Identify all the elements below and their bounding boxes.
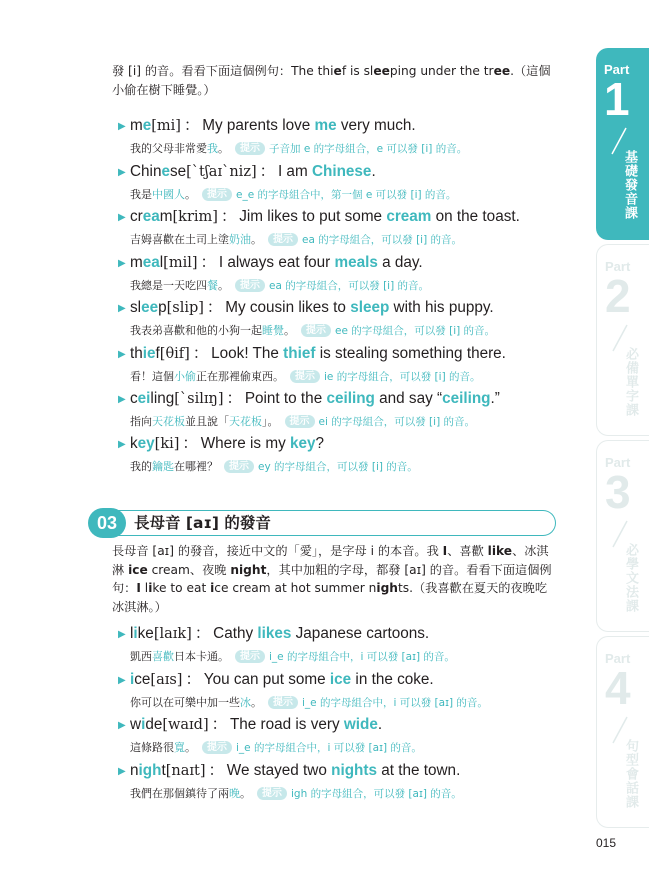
translation-line xyxy=(130,459,558,475)
vocab-entry xyxy=(118,116,558,157)
tab-part-number: 3 xyxy=(605,466,631,518)
example-highlight: likes xyxy=(257,625,292,642)
hint-badge: 提示 xyxy=(202,741,232,754)
tab-part-label: Part xyxy=(605,651,631,666)
word-part: k xyxy=(130,435,138,452)
vocab-word xyxy=(130,716,162,733)
vocab-entry xyxy=(118,253,558,294)
word-part: ce xyxy=(134,671,151,688)
hint-text: igh 的字母組合，可以發 [aɪ] 的音。 xyxy=(291,788,462,800)
translation-highlight: 我 xyxy=(207,142,218,155)
hint-text: e_e 的字母組合中，第一個 e 可以發 [i] 的音。 xyxy=(236,189,457,201)
para-text: l xyxy=(140,581,149,595)
vocab-line xyxy=(118,670,558,691)
colon-separator: ： xyxy=(226,390,242,407)
translation-text: 我們在那個鎮待了兩 xyxy=(130,787,229,800)
tab-part-number: 4 xyxy=(605,662,631,714)
para-bold: ice xyxy=(128,562,148,577)
para-text: 、冰淇淋 xyxy=(112,544,549,577)
translation-text: 。 xyxy=(185,188,196,201)
example-highlight: me xyxy=(314,117,337,134)
para-text: cream、夜晚 xyxy=(147,562,231,577)
example-sentence: My parents love xyxy=(202,117,315,134)
hint-badge: 提示 xyxy=(224,460,254,473)
translation-text: 。 xyxy=(284,324,295,337)
word-part: c xyxy=(130,390,138,407)
translation-highlight: 鑰匙 xyxy=(152,460,174,473)
phonetic-transcription: [mi] xyxy=(151,118,181,134)
example-sentence: Jim likes to put some xyxy=(239,208,387,225)
example-sentence: The road is very xyxy=(229,716,344,733)
example-sentence: We stayed two xyxy=(226,762,332,779)
tab-part-title: 基礎發音課 xyxy=(622,150,637,220)
word-part: se xyxy=(169,163,187,180)
example-highlight: nights xyxy=(331,762,377,779)
example-sentence: with his puppy. xyxy=(389,299,494,316)
vocab-entry xyxy=(118,434,558,475)
example-sentence: My cousin likes to xyxy=(225,299,351,316)
tab-part-number: 2 xyxy=(605,270,631,322)
phonetic-transcription: [slip] xyxy=(166,300,204,316)
colon-separator: ： xyxy=(194,625,211,642)
tab-part-label: Part xyxy=(605,455,631,470)
para-bold: igh xyxy=(376,581,398,595)
translation-highlight: 天花板 xyxy=(152,415,185,428)
translation-text: 指向 xyxy=(130,415,152,428)
phonetic-transcription: [krim] xyxy=(172,209,218,225)
para-text: ke to eat xyxy=(152,581,211,595)
example-highlight: ice xyxy=(329,671,352,688)
phonetic-transcription: [aɪs] xyxy=(150,672,183,688)
vocab-word xyxy=(130,254,163,271)
colon-separator: ： xyxy=(192,345,209,362)
word-part: f xyxy=(155,345,160,362)
example-sentence: I am xyxy=(277,163,312,180)
translation-line xyxy=(130,187,558,203)
translation-text: 我總是一天吃四 xyxy=(130,279,207,292)
word-part: m xyxy=(130,117,143,134)
translation-line xyxy=(130,323,558,339)
translation-text: 我是 xyxy=(130,188,152,201)
intro-text: 發 [i] 的音。看看下面這個例句： xyxy=(112,64,292,78)
translation-text: 。 xyxy=(218,279,229,292)
para-text: ce cream at hot summer n xyxy=(214,581,377,595)
para-bold: night xyxy=(230,562,267,577)
example-sentence: Point to the xyxy=(244,390,327,407)
word-highlight: ei xyxy=(137,390,151,407)
word-part: m xyxy=(159,208,173,225)
hint-badge: 提示 xyxy=(268,696,298,709)
translation-text: 。 xyxy=(185,741,196,754)
vocab-line xyxy=(118,162,558,183)
word-highlight: igh xyxy=(138,762,162,779)
intro-example: . xyxy=(510,64,514,78)
phonetic-transcription: [laɪk] xyxy=(153,626,192,642)
tab-part-4[interactable] xyxy=(596,636,649,828)
vocab-entry xyxy=(118,624,558,665)
word-part: ling xyxy=(150,390,175,407)
triangle-bullet-icon: ▶ xyxy=(118,121,126,132)
example-highlight: key xyxy=(289,435,316,452)
word-part: m xyxy=(130,254,143,271)
triangle-bullet-icon: ▶ xyxy=(118,629,126,640)
example-sentence: . xyxy=(371,163,376,180)
triangle-bullet-icon: ▶ xyxy=(118,675,126,686)
vocab-entry xyxy=(118,670,558,711)
example-sentence: You can put some xyxy=(203,671,330,688)
example-sentence: Where is my xyxy=(200,435,290,452)
vocab-line xyxy=(118,624,558,645)
word-highlight: ee xyxy=(141,299,159,316)
triangle-bullet-icon: ▶ xyxy=(118,258,126,269)
vocab-line xyxy=(118,253,558,274)
word-highlight: i xyxy=(141,716,146,733)
translation-highlight: 喜歡 xyxy=(152,650,174,663)
translation-text: 日本卡通。 xyxy=(174,650,229,663)
vocab-line xyxy=(118,434,558,455)
colon-separator: ： xyxy=(182,435,198,452)
word-highlight: ea xyxy=(142,208,160,225)
translation-text: 」。 xyxy=(262,415,279,428)
translation-line xyxy=(130,278,558,294)
hint-text: i_e 的字母組合中，i 可以發 [aɪ] 的音。 xyxy=(302,697,488,709)
example-sentence: and say “ xyxy=(374,390,443,407)
tab-part-number: 1 xyxy=(604,73,630,125)
translation-text: 。 xyxy=(218,142,229,155)
colon-separator: ： xyxy=(200,254,216,271)
hint-text: ey 的字母組合，可以發 [i] 的音。 xyxy=(258,461,418,473)
para-bold: like xyxy=(487,544,513,558)
intro-example-bold: ee xyxy=(373,64,390,78)
colon-separator: ： xyxy=(183,117,200,134)
triangle-bullet-icon: ▶ xyxy=(118,766,126,777)
vocab-entry xyxy=(118,207,558,248)
section-number: 03 xyxy=(88,508,126,538)
vocab-word xyxy=(130,625,154,642)
hint-text: ee 的字母組合，可以發 [i] 的音。 xyxy=(335,325,496,337)
para-bold: i xyxy=(210,581,215,595)
vocab-word xyxy=(130,299,167,316)
vocab-entry xyxy=(118,761,558,802)
hint-text: i_e 的字母組合中，i 可以發 [aɪ] 的音。 xyxy=(269,651,455,663)
example-sentence: ? xyxy=(315,435,325,452)
hint-badge: 提示 xyxy=(268,233,298,246)
hint-badge: 提示 xyxy=(235,650,265,663)
hint-badge: 提示 xyxy=(235,142,265,155)
colon-separator: ： xyxy=(259,163,275,180)
vocab-word xyxy=(130,163,186,180)
word-part: p xyxy=(158,299,167,316)
example-highlight: sleep xyxy=(350,299,390,316)
translation-line xyxy=(130,786,558,802)
translation-text: 。 xyxy=(251,696,262,709)
vocab-word xyxy=(130,208,173,225)
vocab-word xyxy=(130,671,150,688)
hint-badge: 提示 xyxy=(301,324,331,337)
vocab-word xyxy=(130,117,151,134)
word-highlight: ey xyxy=(137,435,155,452)
word-part: ke xyxy=(137,625,154,642)
word-highlight: e xyxy=(142,117,152,134)
word-highlight: ie xyxy=(142,345,156,362)
translation-text: 。 xyxy=(240,787,251,800)
translation-line xyxy=(130,141,558,157)
vocab-entry xyxy=(118,344,558,385)
translation-highlight: 中國人 xyxy=(152,188,185,201)
tab-part-label: Part xyxy=(604,62,630,77)
vocab-line xyxy=(118,298,558,319)
word-part: de xyxy=(145,716,163,733)
word-highlight: i xyxy=(130,671,135,688)
translation-text: 。 xyxy=(251,233,262,246)
phonetic-transcription: [θif] xyxy=(159,346,190,362)
tab-part-title: 必學文法課 xyxy=(623,543,638,613)
word-part: Chin xyxy=(130,163,162,180)
para-bold: I xyxy=(442,544,448,558)
example-highlight: thief xyxy=(283,345,316,362)
hint-text: 子音加 e 的字母組合，e 可以發 [i] 的音。 xyxy=(269,143,468,155)
phonetic-transcription: [naɪt] xyxy=(165,763,206,779)
section-header xyxy=(88,508,556,538)
hint-badge: 提示 xyxy=(202,188,232,201)
triangle-bullet-icon: ▶ xyxy=(118,303,126,314)
intro-example: The thi xyxy=(291,64,334,78)
section-paragraph xyxy=(112,542,552,616)
para-text: 、喜歡 xyxy=(447,544,488,558)
para-bold: I xyxy=(136,581,141,595)
translation-text: 吉姆喜歡在土司上塗 xyxy=(130,233,229,246)
vocab-entry xyxy=(118,715,558,756)
para-text: 長母音 [aɪ] 的發音，接近中文的「愛」，是字母 i 的本音。我 xyxy=(112,544,443,558)
word-part: cr xyxy=(130,208,143,225)
intro-example-bold: ee xyxy=(493,64,511,78)
translation-text: 我的父母非常愛 xyxy=(130,142,207,155)
vocab-word xyxy=(130,435,155,452)
example-sentence: is stealing something there. xyxy=(315,345,506,362)
vocab-entry xyxy=(118,162,558,203)
hint-text: ie 的字母組合，可以發 [i] 的音。 xyxy=(324,371,481,383)
phonetic-transcription: [ˋtʃaɪˋniz] xyxy=(186,164,257,180)
translation-highlight: 奶油 xyxy=(229,233,251,246)
word-highlight: ea xyxy=(142,254,160,271)
intro-example-bold: e xyxy=(333,64,342,78)
translation-line xyxy=(130,414,558,430)
vocab-word xyxy=(130,390,174,407)
tab-part-label: Part xyxy=(605,259,631,274)
colon-separator: ： xyxy=(220,208,237,225)
translation-highlight: 睡覺 xyxy=(262,324,284,337)
para-bold: i xyxy=(148,581,153,595)
example-sentence: I always eat four xyxy=(218,254,335,271)
translation-highlight: 天花板 xyxy=(229,415,262,428)
translation-text: 正在那裡偷東西。 xyxy=(196,370,284,383)
phonetic-transcription: [mil] xyxy=(163,255,198,271)
translation-highlight: 小偷 xyxy=(174,370,196,383)
hint-text: ea 的字母組合，可以發 [i] 的音。 xyxy=(302,234,463,246)
triangle-bullet-icon: ▶ xyxy=(118,349,126,360)
translation-highlight: 餐 xyxy=(207,279,218,292)
tab-part-1[interactable] xyxy=(596,48,649,240)
word-part: th xyxy=(130,345,143,362)
colon-separator: ： xyxy=(211,716,227,733)
page-number: 015 xyxy=(596,836,617,850)
intro-example: f is sl xyxy=(341,64,374,78)
translation-text: 我表弟喜歡和他的小狗一起 xyxy=(130,324,262,337)
translation-line xyxy=(130,232,558,248)
vocab-entry xyxy=(118,389,558,430)
phonetic-transcription: [ˋsilɪŋ] xyxy=(174,391,224,407)
tab-part-3[interactable] xyxy=(596,440,649,632)
hint-text: i_e 的字母組合中，i 可以發 [aɪ] 的音。 xyxy=(236,742,422,754)
tab-part-2[interactable] xyxy=(596,244,649,436)
hint-badge: 提示 xyxy=(285,415,315,428)
para-text: ts.（我喜歡在夏天的夜晚吃冰淇淋。） xyxy=(112,581,548,614)
translation-line xyxy=(130,369,558,385)
triangle-bullet-icon: ▶ xyxy=(118,394,126,405)
example-sentence: Japanese cartoons. xyxy=(291,625,430,642)
word-part: l xyxy=(159,254,164,271)
section-title: 長母音 [aɪ] 的發音 xyxy=(134,514,271,532)
translation-line xyxy=(130,740,558,756)
hint-text: ea 的字母組合，可以發 [i] 的音。 xyxy=(269,280,430,292)
vocab-line xyxy=(118,389,558,410)
vocab-word xyxy=(130,345,160,362)
example-sentence: on the toast. xyxy=(431,208,520,225)
example-sentence: Look! The xyxy=(211,345,284,362)
translation-text: 我的 xyxy=(130,460,152,473)
hint-badge: 提示 xyxy=(290,370,320,383)
word-part: n xyxy=(130,762,139,779)
translation-line xyxy=(130,695,558,711)
tab-part-title: 句型會話課 xyxy=(623,739,638,809)
tab-part-title: 必備單字課 xyxy=(623,347,638,417)
phonetic-transcription: [waɪd] xyxy=(162,717,209,733)
colon-separator: ： xyxy=(185,671,201,688)
word-part: t xyxy=(161,762,166,779)
vocab-line xyxy=(118,715,558,736)
example-highlight: meals xyxy=(334,254,378,271)
word-part: l xyxy=(130,625,134,642)
triangle-bullet-icon: ▶ xyxy=(118,212,126,223)
vocab-line xyxy=(118,207,558,228)
word-part: w xyxy=(130,716,142,733)
example-sentence: a day. xyxy=(377,254,423,271)
phonetic-transcription: [ki] xyxy=(154,436,180,452)
translation-text: 看！這個 xyxy=(130,370,174,383)
translation-text: 你可以在可樂中加一些 xyxy=(130,696,240,709)
example-sentence: at the town. xyxy=(376,762,461,779)
translation-highlight: 冰 xyxy=(240,696,251,709)
translation-text: 凱西 xyxy=(130,650,152,663)
example-sentence: very much. xyxy=(336,117,416,134)
triangle-bullet-icon: ▶ xyxy=(118,439,126,450)
example-highlight: ceiling xyxy=(442,390,491,407)
translation-text: 並且說「 xyxy=(185,415,229,428)
colon-separator: ： xyxy=(208,762,224,779)
example-highlight: ceiling xyxy=(326,390,375,407)
hint-badge: 提示 xyxy=(235,279,265,292)
example-sentence: . xyxy=(377,716,383,733)
colon-separator: ： xyxy=(206,299,223,316)
vocab-word xyxy=(130,762,166,779)
vocab-line xyxy=(118,761,558,782)
example-sentence: .” xyxy=(490,390,500,407)
vocab-entry xyxy=(118,298,558,339)
vocab-line xyxy=(118,116,558,137)
example-highlight: cream xyxy=(386,208,432,225)
hint-badge: 提示 xyxy=(257,787,287,800)
word-highlight: i xyxy=(133,625,138,642)
triangle-bullet-icon: ▶ xyxy=(118,720,126,731)
translation-text: 在哪裡？ xyxy=(174,460,218,473)
translation-highlight: 寬 xyxy=(174,741,185,754)
triangle-bullet-icon: ▶ xyxy=(118,167,126,178)
intro-paragraph xyxy=(112,62,552,100)
word-highlight: e xyxy=(161,163,170,180)
example-highlight: wide xyxy=(343,716,378,733)
word-part: sl xyxy=(130,299,142,316)
example-highlight: Chinese xyxy=(311,163,372,180)
para-text: ，其中加粗的字母，都發 [aɪ] 的音。看看下面這個例句： xyxy=(112,562,552,595)
translation-highlight: 晚 xyxy=(229,787,240,800)
example-sentence: in the coke. xyxy=(351,671,434,688)
translation-text: 這條路很 xyxy=(130,741,174,754)
translation-line xyxy=(130,649,558,665)
intro-example: ping under the tr xyxy=(389,64,494,78)
example-sentence: Cathy xyxy=(213,625,258,642)
intro-translation: （這個小偷在樹下睡覺。） xyxy=(112,64,551,97)
hint-text: ei 的字母組合，可以發 [i] 的音。 xyxy=(318,416,475,428)
vocab-line xyxy=(118,344,558,365)
